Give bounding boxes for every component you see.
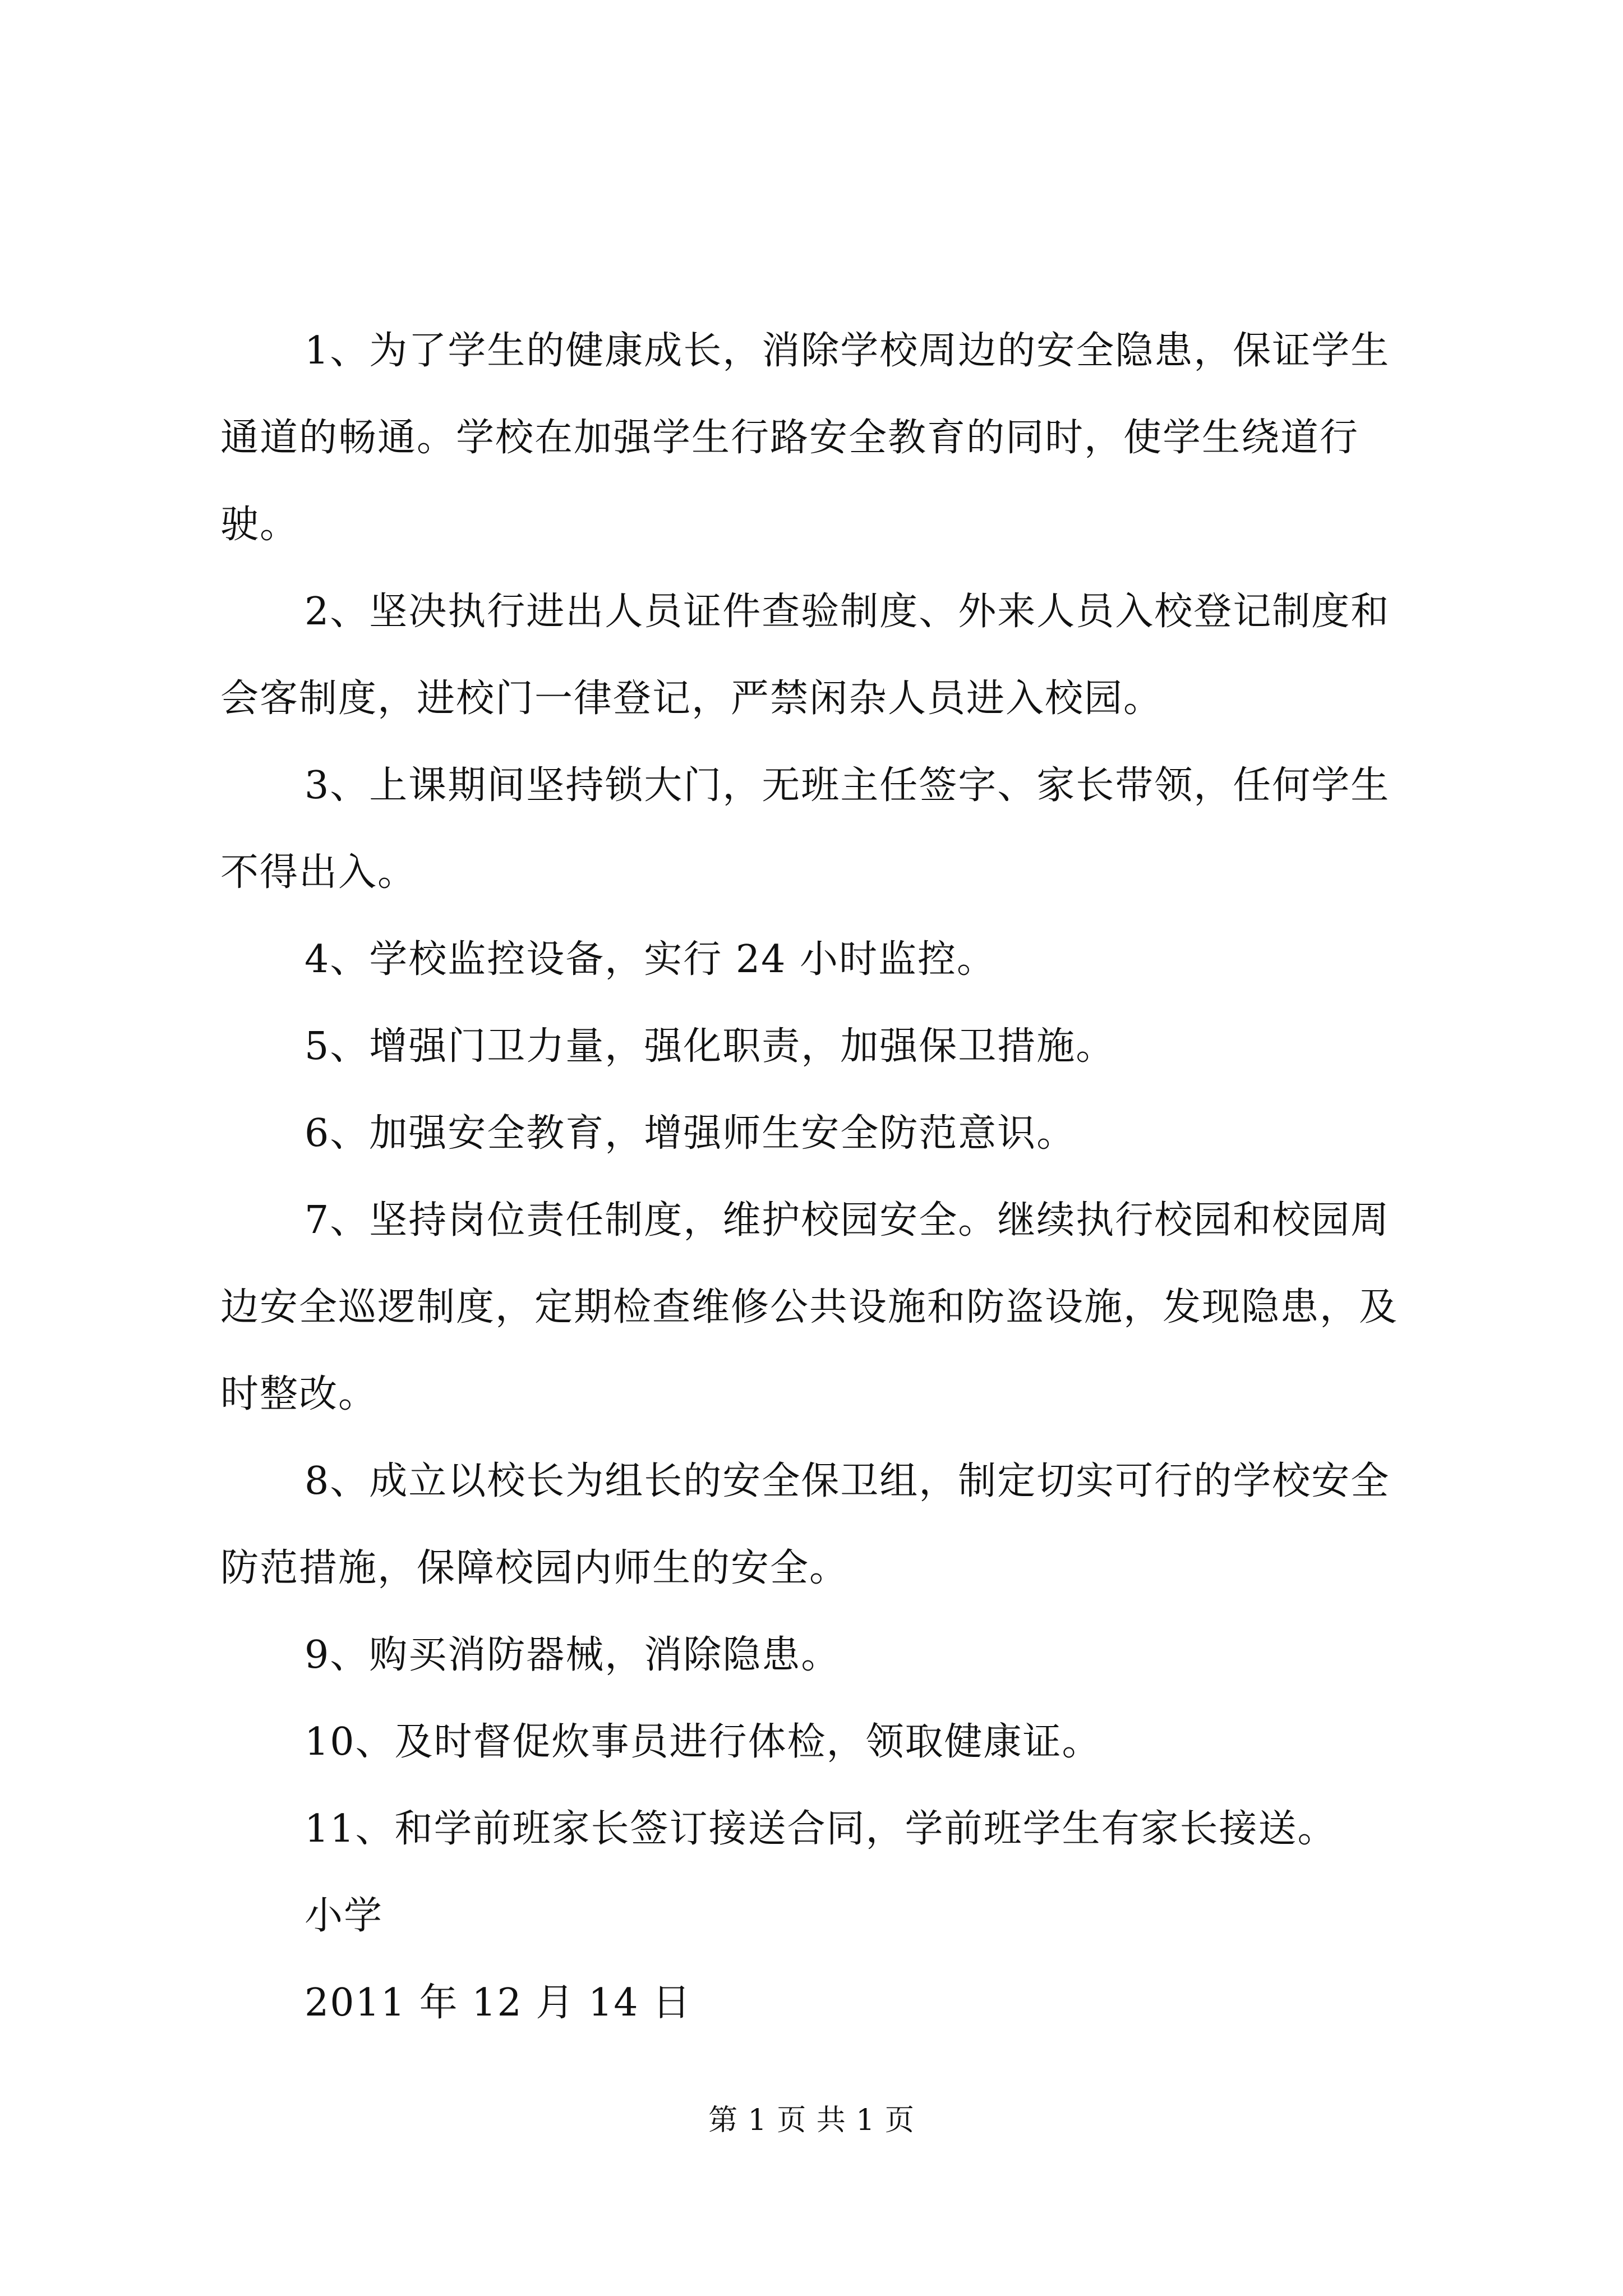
paragraph-7: 7、坚持岗位责任制度，维护校园安全。继续执行校园和校园周边安全巡逻制度，定期检查维修公共设施和防盗设施，发现隐患，及时整改。 [220, 1198, 1399, 1416]
signature: 小学 [305, 1894, 384, 1938]
document-body [220, 307, 1421, 2046]
paragraph-1: 1、为了学生的健康成长，消除学校周边的安全隐患，保证学生通道的畅通。学校在加强学生行路安全教育的同时，使学生绕道行驶。 [220, 329, 1390, 547]
paragraph-3: 3、上课期间坚持锁大门，无班主任签字、家长带领，任何学生不得出入。 [220, 763, 1390, 895]
page-footer: 第 1 页 共 1 页 [708, 2104, 915, 2137]
date: 2011 年 12 月 14 日 [305, 1981, 692, 2025]
paragraph-6: 6、加强安全教育，增强师生安全防范意识。 [305, 1111, 1076, 1156]
paragraph-8: 8、成立以校长为组长的安全保卫组，制定切实可行的学校安全防范措施，保障校园内师生的安全。 [220, 1459, 1390, 1590]
paragraph-11: 11、和学前班家长签订接送合同，学前班学生有家长接送。 [305, 1807, 1337, 1851]
paragraph-2: 2、坚决执行进出人员证件查验制度、外来人员入校登记制度和会客制度，进校门一律登记，严禁闲杂人员进入校园。 [220, 590, 1390, 721]
paragraph-10: 10、及时督促炊事员进行体检，领取健康证。 [305, 1720, 1101, 1764]
paragraph-9: 9、购买消防器械，消除隐患。 [305, 1633, 841, 1677]
paragraph-5: 5、增强门卫力量，强化职责，加强保卫措施。 [305, 1024, 1115, 1069]
paragraph-4: 4、学校监控设备，实行 24 小时监控。 [305, 937, 997, 982]
